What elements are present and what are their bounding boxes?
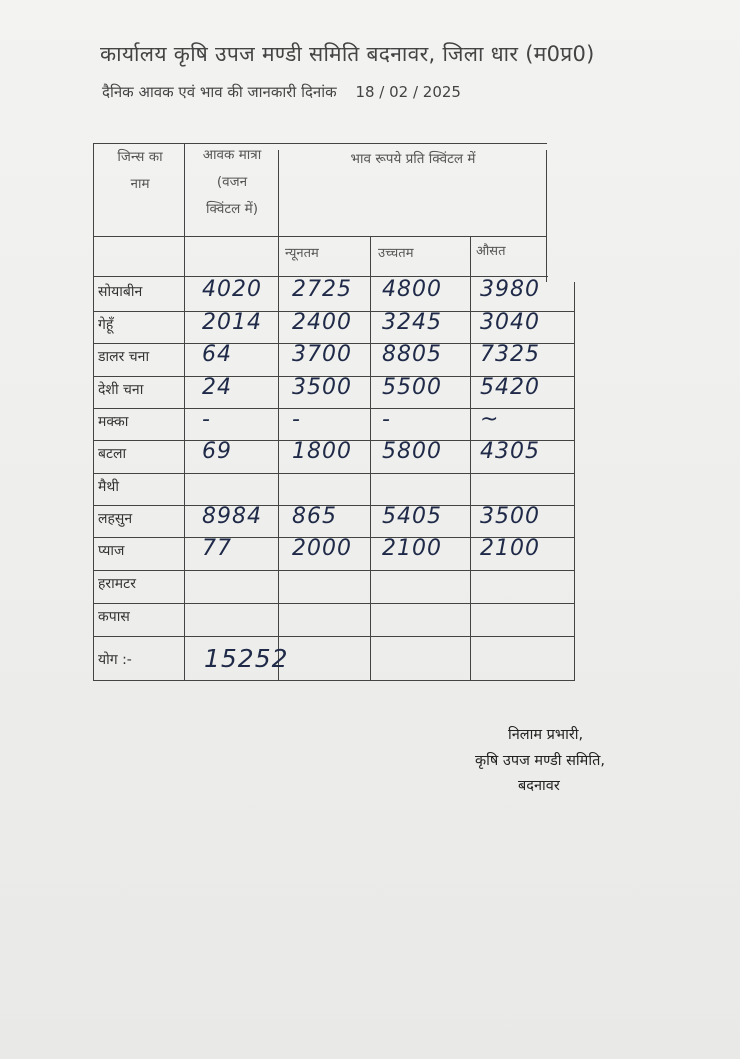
cell-max: 2100	[382, 536, 442, 561]
signature-line3: बदनावर	[518, 778, 560, 794]
cell-arrival: -	[202, 407, 211, 432]
cell-min: 1800	[292, 439, 352, 464]
signature-line2: कृषि उपज मण्डी समिति,	[475, 753, 605, 769]
commodity-name: मैथी	[98, 479, 119, 495]
header-arrival-line1: आवक मात्रा	[202, 147, 262, 163]
commodity-name: डालर चना	[98, 349, 150, 365]
col-divider-price	[278, 150, 279, 680]
header-arrival-line3: क्विंटल में)	[206, 201, 258, 217]
cell-min: 2725	[292, 277, 352, 302]
table-right-border-lower	[574, 282, 575, 680]
subtitle-text: दैनिक आवक एवं भाव की जानकारी दिनांक	[102, 83, 337, 101]
col-divider-arrival	[184, 143, 185, 680]
cell-max: 5500	[382, 375, 442, 400]
cell-arrival: 64	[202, 342, 232, 367]
header-commodity-line2: नाम	[130, 176, 150, 192]
commodity-name: देशी चना	[98, 382, 144, 398]
cell-min: 2400	[292, 310, 352, 335]
header-min: न्यूनतम	[285, 246, 319, 261]
row-divider-4	[93, 408, 575, 409]
cell-max: 8805	[382, 342, 442, 367]
col-divider-avg	[470, 236, 471, 680]
cell-min: 2000	[292, 536, 352, 561]
row-divider-11	[93, 636, 575, 637]
cell-max: 3245	[382, 310, 442, 335]
header-arrival-line2: (वजन	[216, 174, 248, 190]
cell-avg: 4305	[480, 439, 540, 464]
cell-arrival: 4020	[202, 277, 262, 302]
header-avg: औसत	[476, 244, 506, 259]
header-price: भाव रूपये प्रति क्विंटल में	[350, 151, 476, 167]
commodity-name: प्याज	[98, 543, 125, 559]
cell-avg: 3500	[480, 504, 540, 529]
report-date: 18 / 02 / 2025	[355, 83, 461, 101]
cell-avg: 3040	[480, 310, 540, 335]
col-divider-max	[370, 236, 371, 680]
cell-avg: 3980	[480, 277, 540, 302]
header-sub-divider-left	[93, 236, 185, 237]
table-left-border	[93, 143, 94, 680]
page-subtitle	[102, 82, 461, 102]
cell-avg: ~	[480, 407, 500, 432]
total-label: योग :-	[98, 652, 132, 668]
header-max: उच्चतम	[378, 246, 414, 261]
cell-avg: 5420	[480, 375, 540, 400]
row-divider-10	[93, 603, 575, 604]
cell-avg: 7325	[480, 342, 540, 367]
row-divider-12	[93, 680, 575, 681]
commodity-name: गेहूँ	[98, 317, 114, 333]
cell-arrival: 2014	[202, 310, 262, 335]
header-commodity-line1: जिन्स का	[117, 149, 163, 165]
commodity-name: कपास	[98, 609, 130, 625]
cell-min: 865	[292, 504, 337, 529]
commodity-name: मक्का	[98, 414, 129, 430]
cell-max: 5405	[382, 504, 442, 529]
cell-arrival: 8984	[202, 504, 262, 529]
cell-max: 4800	[382, 277, 442, 302]
header-sub-divider	[184, 236, 546, 237]
table-right-border-upper	[546, 150, 547, 282]
row-divider-9	[93, 570, 575, 571]
cell-min: -	[292, 407, 301, 432]
commodity-name: बटला	[98, 446, 127, 462]
cell-arrival: 77	[202, 536, 232, 561]
total-value: 15252	[204, 644, 289, 673]
cell-arrival: 24	[202, 375, 232, 400]
row-divider-6	[93, 473, 575, 474]
cell-min: 3700	[292, 342, 352, 367]
commodity-name: हरामटर	[98, 576, 136, 592]
header-commodity	[96, 144, 184, 198]
signature-line1: निलाम प्रभारी,	[508, 727, 584, 743]
cell-max: -	[382, 407, 391, 432]
commodity-name: लहसुन	[98, 511, 133, 527]
cell-max: 5800	[382, 439, 442, 464]
header-arrival	[186, 142, 278, 223]
cell-min: 3500	[292, 375, 352, 400]
commodity-name: सोयाबीन	[98, 284, 143, 300]
page-title: कार्यालय कृषि उपज मण्डी समिति बदनावर, जिला धार (म0प्र0)	[100, 42, 595, 66]
cell-avg: 2100	[480, 536, 540, 561]
cell-arrival: 69	[202, 439, 232, 464]
